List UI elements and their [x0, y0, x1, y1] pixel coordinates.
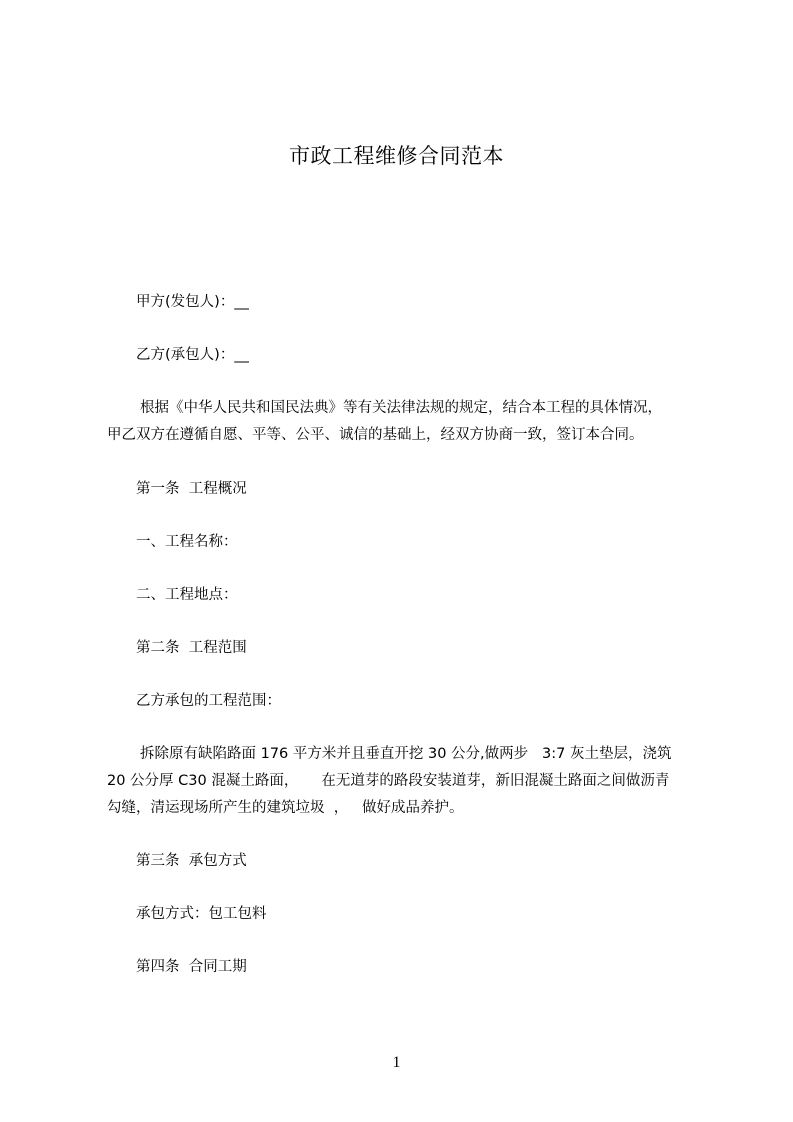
intro-line-1: 根据《中华人民共和国民法典》等有关法律法规的规定，结合本工程的具体情况， — [140, 400, 662, 416]
page-title: 市政工程维修合同范本 — [289, 144, 504, 168]
project-location: 二、工程地点： — [136, 587, 238, 603]
party-a: 甲方(发包人)：__ — [136, 294, 249, 310]
scope-line-2: 20 公分厚 C30 混凝土路面， 在无道芽的路段安装道芽，新旧混凝土路面之间做沥青 — [107, 773, 670, 789]
article-1-heading: 第一条 工程概况 — [136, 481, 247, 497]
article-2-heading: 第二条 工程范围 — [136, 640, 247, 656]
party-b: 乙方(承包人)：__ — [136, 347, 249, 363]
scope-line-3: 勾缝，清运现场所产生的建筑垃圾 ， 做好成品养护。 — [107, 800, 464, 816]
scope-line-1: 拆除原有缺陷路面 176 平方米并且垂直开挖 30 公分,做两步 3:7 灰土垫层，浇筑 — [140, 746, 672, 762]
article-3-heading: 第三条 承包方式 — [136, 853, 247, 869]
intro-line-2: 甲乙双方在遵循自愿、平等、公平、诚信的基础上，经双方协商一致，签订本合同。 — [107, 427, 644, 443]
scope-label: 乙方承包的工程范围： — [136, 693, 281, 709]
project-name: 一、工程名称： — [136, 534, 238, 550]
page-number: 1 — [392, 1054, 401, 1071]
article-4-heading: 第四条 合同工期 — [136, 959, 247, 975]
contract-method: 承包方式：包工包料 — [136, 906, 267, 922]
